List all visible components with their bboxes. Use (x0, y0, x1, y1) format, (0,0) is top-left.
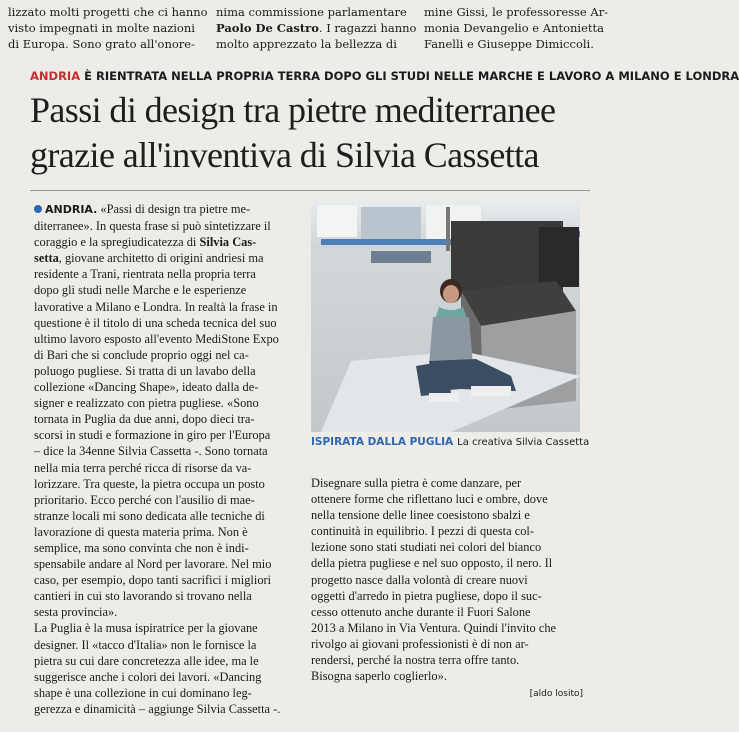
text-line: Paolo De Castro. I ragazzi hanno (216, 21, 417, 35)
text-line: continuità in equilibrio. I pezzi di questa col- (311, 524, 534, 539)
text-line: La Puglia è la musa ispiratrice per la giovane (34, 621, 258, 636)
photo-illustration (311, 201, 580, 432)
previous-article-strip (0, 0, 609, 51)
text-line: semplice, ma sono convinta che non è indi- (34, 540, 249, 555)
text-line: nella tensione delle linee coesistono sbalzi e (311, 508, 530, 523)
bullet-dot-icon (34, 205, 42, 213)
kicker-place: ANDRIA (30, 69, 81, 83)
text-line: setta, giovane architetto di origini andriesi ma (34, 251, 264, 266)
text-line: visto impegnati in molte nazioni (8, 21, 195, 35)
text-line: lorizzare. Tra queste, la pietra occupa un posto (34, 476, 265, 491)
text-line: stranze locali mi sono dedicata alle tecniche di (34, 508, 265, 523)
article-kicker (30, 69, 739, 83)
text-line: nima commissione parlamentare (216, 5, 407, 19)
text-line: sesta provincia». (34, 605, 118, 620)
text-line: di Bari che si conclude proprio oggi nel ca- (34, 347, 249, 362)
text-line: designer. Il «tacco d'Italia» non le fornisce la (34, 637, 257, 652)
text-line: shape è una collezione in cui dominano leg- (34, 685, 252, 700)
article-headline (30, 88, 590, 178)
kicker-text: È RIENTRATA NELLA PROPRIA TERRA DOPO GLI STUDI NELLE MARCHE E LAVORO A MILANO E LONDRA (80, 69, 739, 83)
text-line: diterranee». In questa frase si può sintetizzare il (34, 219, 271, 234)
text-line: – dice la 34enne Silvia Cassetta -. Sono tornata (34, 444, 268, 459)
text-line: progetto nasce dalla volontà di creare nuovi (311, 572, 528, 587)
text-line: questione è il titolo di una scheda tecnica del suo (34, 315, 277, 330)
first-line (34, 201, 296, 218)
text-line: cantieri in cui sto lavorando si trovano nella (34, 589, 252, 604)
text-line: rendersi, perché la nostra terra offre tanto. (311, 653, 520, 668)
top-column-1 (8, 4, 208, 52)
photo-credit: [aldo losito] (529, 689, 583, 700)
text-line: lezione sono stati studiati nei colori del bianco (311, 540, 542, 555)
text-line: pietra su cui dare concretezza alle idee, ma le (34, 653, 259, 668)
top-column-2 (216, 4, 417, 52)
right-lines (311, 475, 583, 684)
text-fragment: «Passi di design tra pietre me- (97, 202, 251, 216)
article-body-right (311, 475, 583, 702)
text-line: Fanelli e Giuseppe Dimiccoli. (424, 37, 594, 51)
article-photo (311, 201, 580, 432)
text-line: dopo gli studi nelle Marche e le esperienze (34, 283, 247, 298)
text-line: oggetti d'arredo in pietra pugliese, dopo il suc- (311, 588, 542, 603)
headline-line-2: grazie all'inventiva di Silvia Cassetta (30, 135, 539, 175)
text-line: scorsi in studi e formazione in giro per l'Europa (34, 428, 271, 443)
dateline: ANDRIA. (45, 203, 98, 216)
text-line: coraggio e la spregiudicatezza di Silvia Cas- (34, 235, 257, 250)
text-line: ultimo lavoro esposto all'evento MediStone Expo (34, 331, 279, 346)
text-line: monia Devangelio e Antonietta (424, 21, 605, 35)
text-line: lizzato molti progetti che ci hanno (8, 5, 208, 19)
text-line: rivolgo ai giovani professionisti è di non ar- (311, 636, 529, 651)
text-line: signer e realizzato con pietra pugliese. «Sono (34, 396, 259, 411)
left-lines (34, 218, 296, 717)
text-line: 2013 a Milano in Via Ventura. Quindi l'invito che (311, 620, 557, 635)
article-body-left (34, 201, 296, 717)
text-line: cesso ottenuto anche durante il Fuori Salone (311, 604, 531, 619)
text-line: residente a Trani, rientrata nella propria terra (34, 267, 256, 282)
text-line: ottenere forme che riflettano luci e ombre, dove (311, 492, 548, 507)
top-column-3 (424, 4, 609, 52)
text-line: Disegnare sulla pietra è come danzare, per (311, 476, 522, 490)
text-line: di Europa. Sono grato all'onore- (8, 37, 195, 51)
text-line: mine Gissi, le professoresse Ar- (424, 5, 609, 19)
text-line: Bisogna saperlo coglierlo». (311, 669, 447, 684)
text-line: lavorative a Milano e Londra. In realtà la frase in (34, 299, 278, 314)
text-line: molto apprezzato la bellezza di (216, 37, 397, 51)
text-line: tornata in Puglia da due anni, dopo dieci tra- (34, 412, 255, 427)
caption-tag: ISPIRATA DALLA PUGLIA (311, 436, 454, 448)
text-line: spensabile andare al Nord per lavorare. Nel mio (34, 557, 272, 572)
text-line: collezione «Dancing Shape», ideato dalla de- (34, 380, 259, 395)
text-line: poluogo pugliese. Si tratta di un lavabo della (34, 363, 256, 378)
text-line: prioritario. Ecco perché con l'ausilio di mae- (34, 492, 255, 507)
text-line: della pietra pugliese e nel suo opposto, il nero. Il (311, 556, 553, 571)
text-line: gerezza e dinamicità – aggiunge Silvia Cassetta -. (34, 701, 281, 716)
caption-text: La creativa Silvia Cassetta (457, 437, 590, 448)
headline-divider (30, 190, 590, 191)
text-line: caso, per esempio, dopo tanti sacrifici i migliori (34, 573, 272, 588)
text-line: lavorazione di questa materia prima. Non è (34, 524, 248, 539)
photo-caption (311, 435, 591, 448)
headline-line-1: Passi di design tra pietre mediterranee (30, 90, 556, 130)
text-line: suggerisce anche i colori dei lavori. «Dancing (34, 669, 262, 684)
text-line: nella mia terra perché ricca di risorse da va- (34, 460, 252, 475)
